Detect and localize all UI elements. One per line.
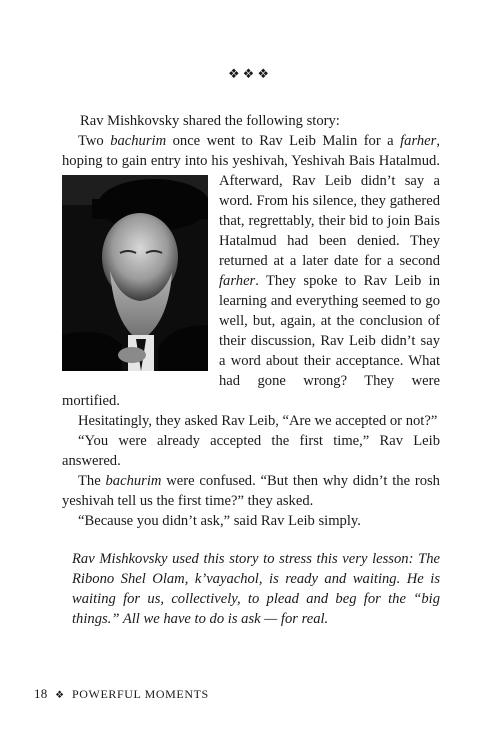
term-bachurim-second: bachurim [105,473,162,489]
portrait-image [62,175,208,371]
footer-ornament-icon: ❖ [55,690,65,701]
page-footer [34,686,209,702]
moral-paragraph [62,549,440,629]
story-text-3a: , hoping to gain entry into his yeshivah, Yeshivah Bais Hatalmud. Afterward, [62,133,440,189]
book-title: POWERFUL MOMENTS [72,687,209,701]
confusion-text-2: were confused. “But then why didn’t the rosh yeshivah tell us the first time?” they asked. [62,473,440,509]
story-text-3b: Rav Leib didn’t say a word. From his silence, they gathered that, regrettably, their bid to join Bais Hatalmud had been denied. They returned at a later date for a second [219,173,440,269]
page-number: 18 [34,686,48,701]
paragraph-question: Hesitatingly, they asked Rav Leib, “Are we accepted or not?” [78,413,438,429]
section-ornament: ❖❖❖ [228,66,272,81]
body-text [62,111,440,629]
paragraph-story [62,131,440,411]
paragraph-reply: “Because you didn’t ask,” said Rav Leib simply. [78,513,361,529]
confusion-text-1: The [78,473,106,489]
paragraph-answer: “You were already accepted the first time,” Rav Leib answered. [62,433,440,469]
story-text-1: Two [78,133,111,149]
term-farher-second: farher [219,273,256,289]
paragraph-intro: Rav Mishkovsky shared the following story: [80,113,340,129]
story-text-3 [62,133,440,269]
story-text-4: . They spoke to Rav Leib in learning and everything seemed to go well, but, again, at the conclusion of their discussion, Rav Leib didn’t say a word about their acceptance. What had gone wrong? They were mortified. [62,273,440,409]
story-text-2: once went to Rav Leib Malin for a [166,133,401,149]
paragraph-confusion [62,471,440,511]
term-farher: farher [400,133,437,149]
moral-text: Rav Mishkovsky used this story to stress this very lesson: The Ribono Shel Olam, k’vayachol, is ready and waiting. He is waiting for us, collectively, to plead and beg for the “big things.” All we have to do is ask — for real. [72,551,440,627]
portrait-photo [62,175,208,371]
term-bachurim: bachurim [110,133,167,149]
